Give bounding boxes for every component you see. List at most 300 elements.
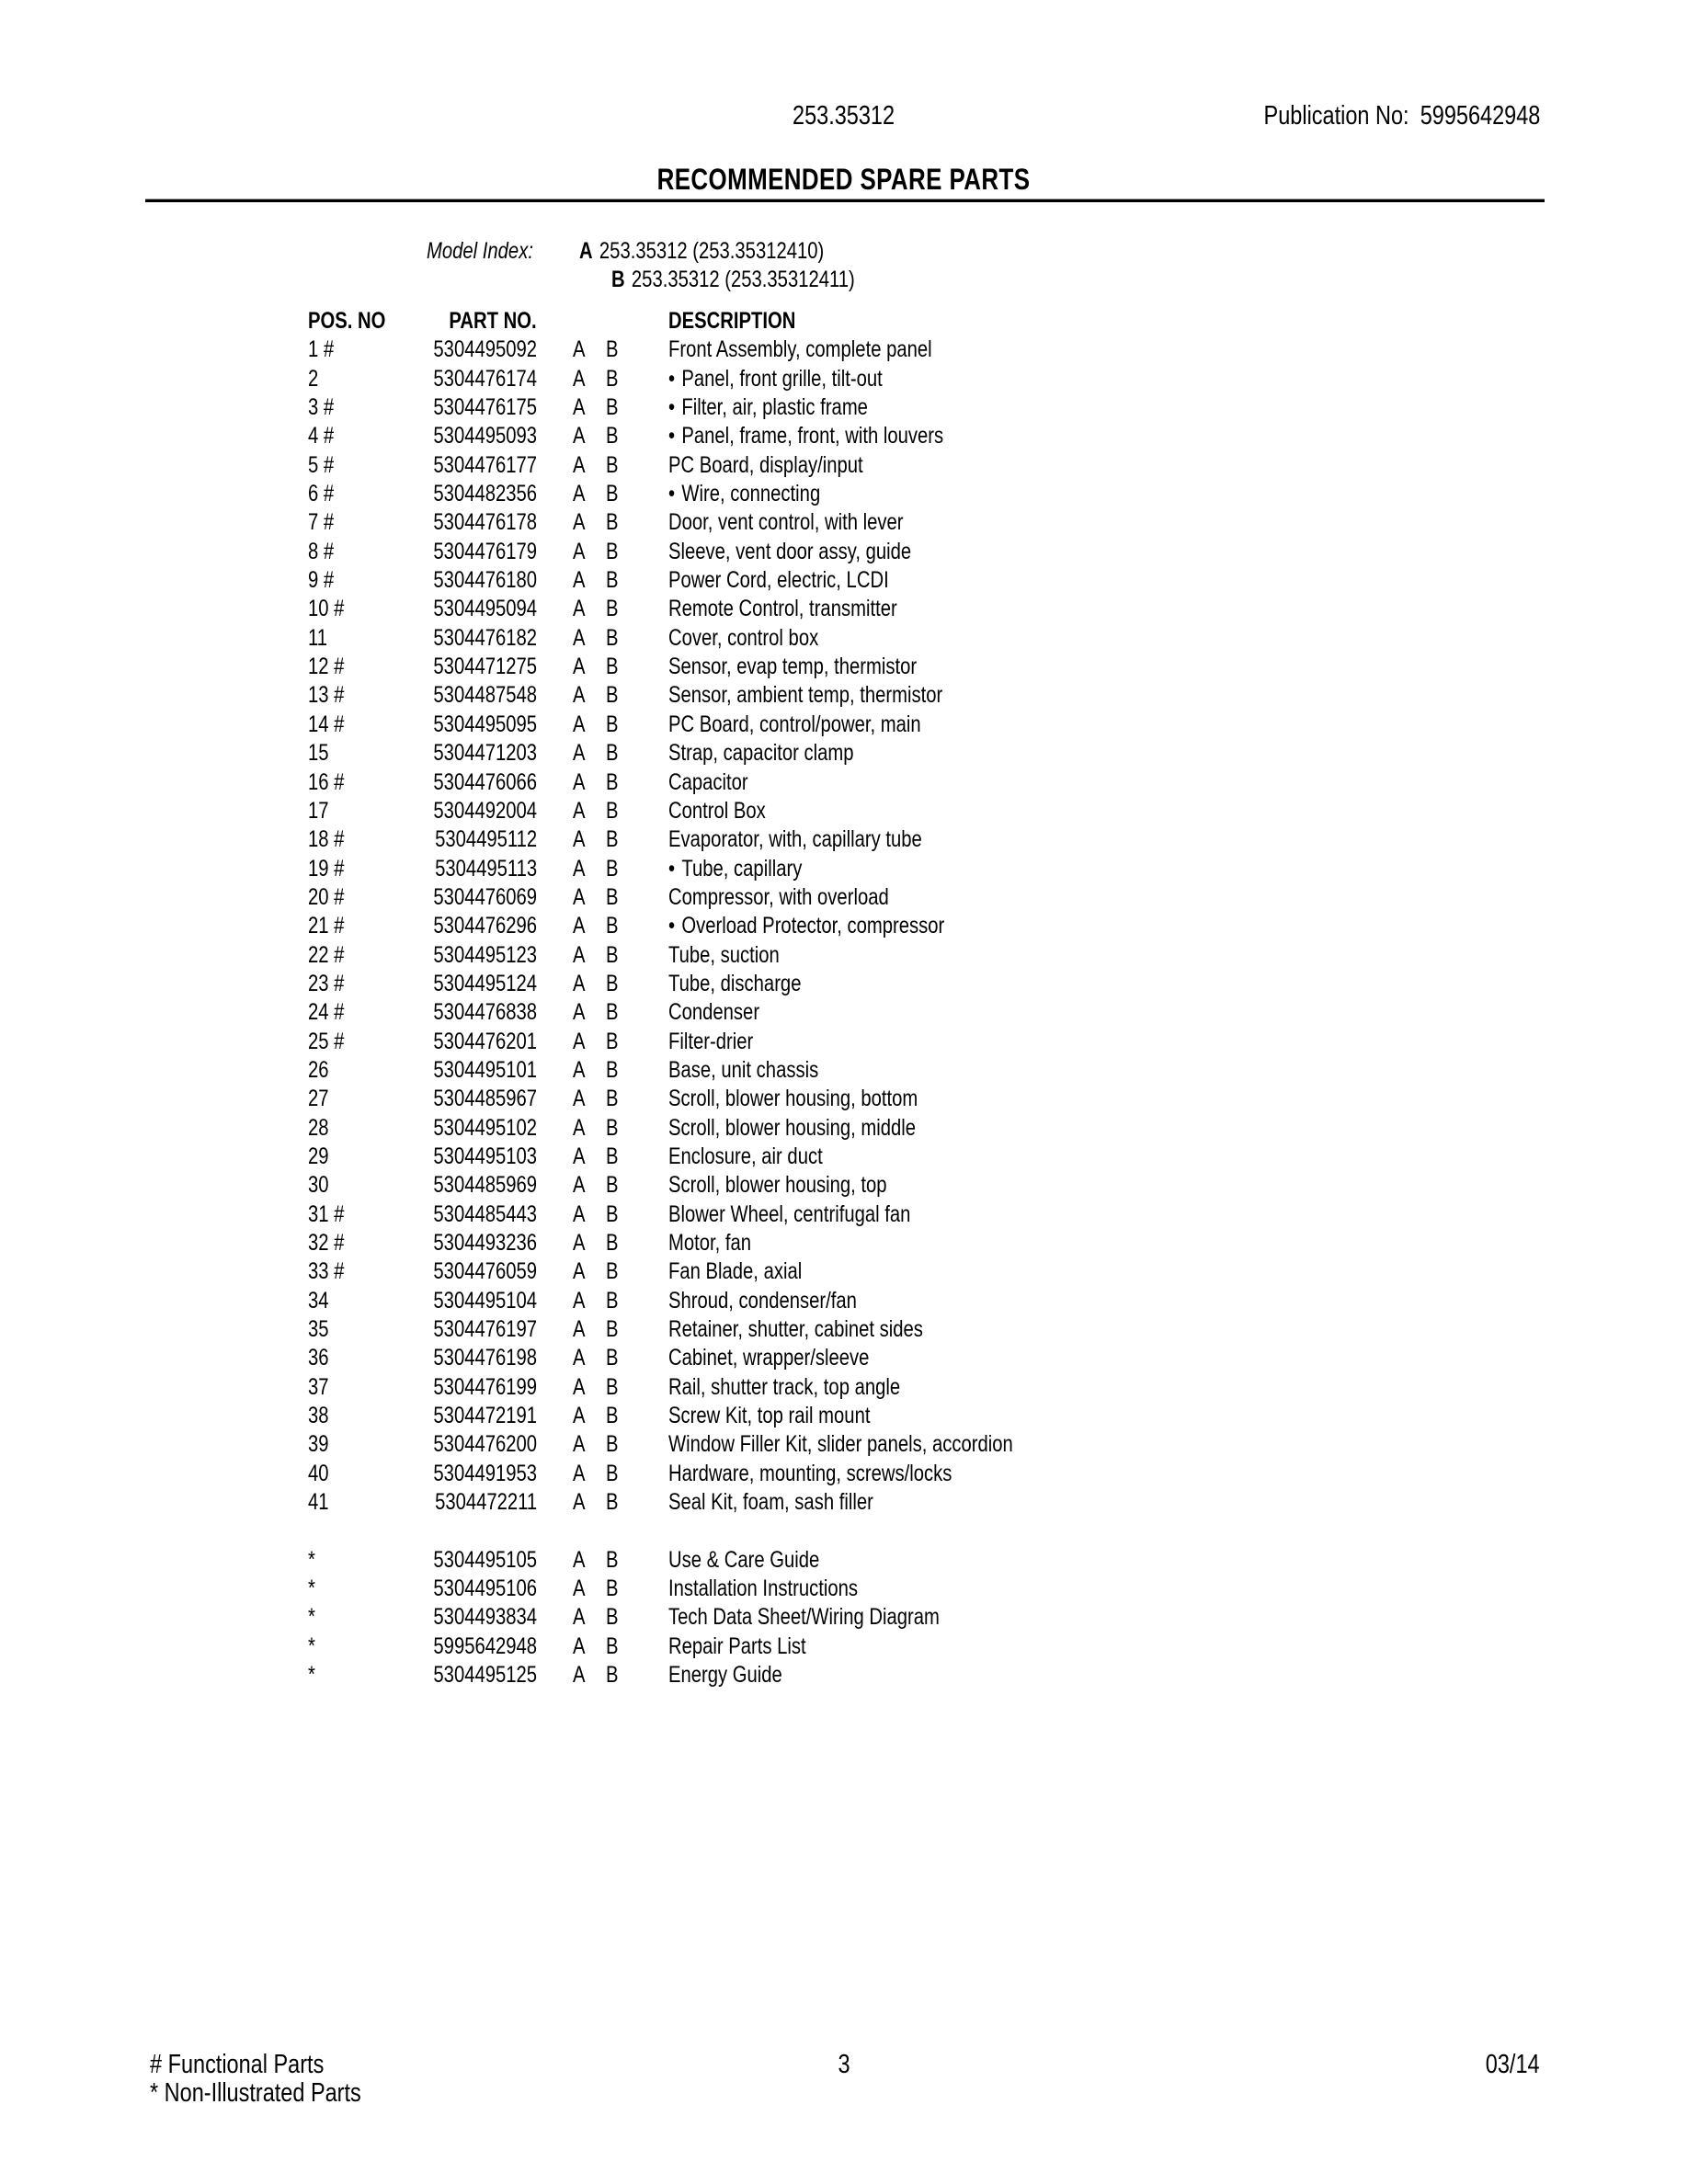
row-part-no: 5995642948 — [433, 1632, 537, 1659]
row-pos-no: 12 # — [308, 654, 345, 680]
row-model-b-flag: B — [606, 768, 619, 795]
table-row — [0, 451, 1688, 480]
bullet-icon: • — [668, 423, 676, 449]
row-description-text: Compressor, with overload — [668, 883, 889, 910]
bullet-icon: • — [668, 855, 676, 882]
row-description — [668, 970, 832, 998]
row-description — [668, 1200, 967, 1229]
bullet-icon: • — [668, 394, 676, 421]
row-part-no: 5304495124 — [433, 970, 537, 996]
row-part-no: 5304476180 — [433, 567, 537, 594]
table-row — [0, 941, 1688, 970]
row-model-a-flag: A — [573, 481, 586, 507]
row-pos-no: * — [308, 1662, 315, 1689]
row-model-b-flag: B — [606, 913, 619, 939]
row-description-text: Motor, fan — [668, 1230, 752, 1256]
row-pos-no: 11 — [308, 624, 328, 651]
table-row — [0, 1488, 1688, 1517]
row-model-b-flag: B — [606, 1086, 619, 1112]
row-model-b-flag: B — [606, 1316, 619, 1343]
row-model-b-flag: B — [606, 883, 619, 910]
row-pos-no: 8 # — [308, 538, 335, 564]
row-description — [668, 1114, 974, 1143]
row-part-no: 5304476175 — [433, 394, 537, 421]
table-row — [0, 336, 1688, 364]
row-model-a-flag: A — [573, 567, 586, 594]
model-index-letter-b: B — [611, 267, 625, 292]
model-index-label: Model Index: — [427, 238, 533, 264]
row-description-text: PC Board, control/power, main — [668, 711, 921, 737]
row-model-a-flag: A — [573, 1575, 586, 1602]
row-part-no: 5304476178 — [433, 509, 537, 536]
row-part-no: 5304485443 — [433, 1200, 537, 1227]
row-part-no: 5304476197 — [433, 1316, 537, 1343]
row-part-no: 5304476199 — [433, 1373, 537, 1400]
row-part-no: 5304476200 — [433, 1431, 537, 1458]
row-pos-no: 34 — [308, 1287, 329, 1314]
row-part-no: 5304476174 — [433, 365, 537, 392]
row-pos-no: 27 — [308, 1086, 329, 1112]
row-model-a-flag: A — [573, 1086, 586, 1112]
row-description — [668, 1546, 855, 1575]
row-description-text: Capacitor — [668, 768, 748, 795]
row-model-a-flag: A — [573, 394, 586, 421]
row-part-no: 5304476069 — [433, 883, 537, 910]
row-description-text: Retainer, shutter, cabinet sides — [668, 1316, 923, 1343]
row-model-a-flag: A — [573, 1373, 586, 1400]
model-index-entry-a — [579, 238, 882, 265]
row-description — [668, 825, 981, 854]
table-row — [0, 1632, 1688, 1661]
row-part-no: 5304485969 — [433, 1172, 537, 1199]
table-row — [0, 595, 1688, 623]
row-model-a-flag: A — [573, 1403, 586, 1429]
row-pos-no: 1 # — [308, 336, 335, 363]
footer-date-code: 03/14 — [1486, 2050, 1540, 2079]
row-pos-no: 19 # — [308, 855, 345, 882]
row-pos-no: 15 — [308, 740, 329, 767]
row-model-a-flag: A — [573, 999, 586, 1026]
row-model-b-flag: B — [606, 394, 619, 421]
row-description — [668, 1085, 976, 1113]
table-row — [0, 912, 1688, 940]
row-description — [668, 508, 958, 537]
row-model-a-flag: A — [573, 1345, 586, 1371]
row-model-b-flag: B — [606, 1575, 619, 1602]
row-part-no: 5304476198 — [433, 1345, 537, 1371]
row-description — [668, 336, 994, 364]
row-part-no: 5304495112 — [434, 826, 537, 853]
row-description-text: Repair Parts List — [668, 1632, 806, 1659]
model-index-text-b: 253.35312 (253.35312411) — [631, 267, 855, 292]
row-model-a-flag: A — [573, 970, 586, 996]
row-description — [668, 1257, 833, 1286]
table-row — [0, 883, 1688, 912]
table-row — [0, 1460, 1688, 1488]
row-description-text: Hardware, mounting, screws/locks — [668, 1460, 952, 1486]
row-description-text: Evaporator, with, capillary tube — [668, 826, 922, 853]
table-row — [0, 538, 1688, 566]
row-description — [668, 1488, 921, 1517]
row-model-a-flag: A — [573, 711, 586, 737]
row-part-no: 5304493236 — [433, 1230, 537, 1256]
table-row — [0, 855, 1688, 883]
row-description-text: Wire, connecting — [681, 481, 821, 507]
row-description — [668, 1575, 902, 1603]
row-pos-no: 39 — [308, 1431, 329, 1458]
row-model-b-flag: B — [606, 481, 619, 507]
table-row — [0, 480, 1688, 508]
row-model-a-flag: A — [573, 336, 586, 363]
row-description — [668, 538, 968, 566]
row-pos-no: 21 # — [308, 913, 345, 939]
row-part-no: 5304495106 — [433, 1575, 537, 1602]
table-row — [0, 1344, 1688, 1372]
header-divider-rule — [145, 199, 1545, 202]
row-pos-no: 29 — [308, 1143, 329, 1169]
table-section-gap — [0, 1517, 1688, 1545]
row-description — [668, 1344, 917, 1372]
row-pos-no: 18 # — [308, 826, 345, 853]
row-description — [668, 855, 833, 883]
table-row — [0, 1114, 1688, 1143]
row-model-b-flag: B — [606, 1632, 619, 1659]
page-title: RECOMMENDED SPARE PARTS — [657, 163, 1031, 196]
row-model-a-flag: A — [573, 1143, 586, 1169]
row-part-no: 5304495103 — [433, 1143, 537, 1169]
col-header-description: DESCRIPTION — [668, 308, 796, 334]
row-model-a-flag: A — [573, 826, 586, 853]
table-row — [0, 508, 1688, 537]
col-header-pos-no: POS. NO — [308, 308, 386, 334]
row-part-no: 5304476838 — [433, 999, 537, 1026]
row-description-text: Front Assembly, complete panel — [668, 336, 932, 363]
row-description-text: Sleeve, vent door assy, guide — [668, 538, 912, 564]
row-model-b-flag: B — [606, 970, 619, 996]
row-model-a-flag: A — [573, 624, 586, 651]
row-model-a-flag: A — [573, 1028, 586, 1054]
table-row — [0, 1056, 1688, 1085]
row-model-b-flag: B — [606, 1403, 619, 1429]
row-model-a-flag: A — [573, 913, 586, 939]
row-description-text: Door, vent control, with lever — [668, 509, 904, 536]
row-pos-no: 32 # — [308, 1230, 345, 1256]
row-description — [668, 1229, 770, 1257]
row-pos-no: 40 — [308, 1460, 329, 1486]
row-description-text: Window Filler Kit, slider panels, accordion — [668, 1431, 1013, 1458]
row-description — [668, 1171, 938, 1200]
row-part-no: 5304495101 — [433, 1056, 537, 1083]
row-pos-no: 20 # — [308, 883, 345, 910]
row-model-b-flag: B — [606, 740, 619, 767]
row-description-text: Power Cord, electric, LCDI — [668, 567, 889, 594]
row-model-b-flag: B — [606, 624, 619, 651]
table-row — [0, 998, 1688, 1027]
row-description — [668, 653, 975, 681]
row-model-b-flag: B — [606, 826, 619, 853]
row-model-b-flag: B — [606, 1258, 619, 1285]
row-description — [668, 941, 805, 970]
bullet-icon: • — [668, 481, 676, 507]
table-row — [0, 1143, 1688, 1171]
row-model-b-flag: B — [606, 336, 619, 363]
row-part-no: 5304472191 — [433, 1403, 537, 1429]
row-part-no: 5304476059 — [433, 1258, 537, 1285]
row-model-b-flag: B — [606, 567, 619, 594]
row-description — [668, 1143, 859, 1171]
footer-non-illustrated-note: * Non-Illustrated Parts — [150, 2078, 361, 2108]
row-model-b-flag: B — [606, 1230, 619, 1256]
row-model-b-flag: B — [606, 1546, 619, 1573]
row-description-text: PC Board, display/input — [668, 451, 863, 478]
row-description-text: Panel, front grille, tilt-out — [681, 365, 883, 392]
row-model-a-flag: A — [573, 654, 586, 680]
table-row — [0, 393, 1688, 422]
row-model-a-flag: A — [573, 1287, 586, 1314]
row-description-text: Tube, discharge — [668, 970, 802, 996]
table-row — [0, 739, 1688, 768]
row-model-b-flag: B — [606, 855, 619, 882]
row-description-text: Tube, suction — [668, 941, 780, 968]
row-pos-no: 6 # — [308, 481, 335, 507]
row-pos-no: 33 # — [308, 1258, 345, 1285]
table-row — [0, 653, 1688, 681]
row-description-text: Cover, control box — [668, 624, 819, 651]
row-pos-no: 13 # — [308, 682, 345, 709]
row-description — [668, 797, 789, 825]
row-description — [668, 739, 897, 768]
row-part-no: 5304476296 — [433, 913, 537, 939]
row-pos-no: 4 # — [308, 423, 335, 449]
table-row — [0, 1315, 1688, 1344]
row-description — [668, 1373, 954, 1402]
row-description — [668, 711, 980, 739]
row-model-b-flag: B — [606, 1028, 619, 1054]
row-pos-no: 26 — [308, 1056, 329, 1083]
row-part-no: 5304482356 — [433, 481, 537, 507]
row-pos-no: 7 # — [308, 509, 335, 536]
table-row — [0, 1200, 1688, 1229]
table-row — [0, 1085, 1688, 1113]
row-part-no: 5304493834 — [433, 1604, 537, 1631]
row-model-a-flag: A — [573, 1662, 586, 1689]
table-row — [0, 365, 1688, 393]
row-model-b-flag: B — [606, 423, 619, 449]
row-model-a-flag: A — [573, 1230, 586, 1256]
row-model-b-flag: B — [606, 509, 619, 536]
row-part-no: 5304476179 — [433, 538, 537, 564]
row-model-b-flag: B — [606, 941, 619, 968]
row-description — [668, 1315, 983, 1344]
row-description — [668, 998, 781, 1027]
table-row — [0, 422, 1688, 450]
row-model-a-flag: A — [573, 1604, 586, 1631]
row-description — [668, 451, 908, 480]
table-row — [0, 711, 1688, 739]
row-part-no: 5304471203 — [433, 740, 537, 767]
row-description — [668, 1603, 1003, 1632]
row-model-a-flag: A — [573, 941, 586, 968]
row-model-b-flag: B — [606, 1172, 619, 1199]
row-description-text: Strap, capacitor clamp — [668, 740, 854, 767]
row-model-a-flag: A — [573, 1172, 586, 1199]
table-row — [0, 681, 1688, 710]
row-model-b-flag: B — [606, 1345, 619, 1371]
row-description-text: Seal Kit, foam, sash filler — [668, 1489, 873, 1516]
row-description — [668, 566, 941, 595]
row-model-a-flag: A — [573, 538, 586, 564]
row-pos-no: 2 — [308, 365, 319, 392]
table-row — [0, 1373, 1688, 1402]
table-row — [0, 1575, 1688, 1603]
table-row — [0, 1546, 1688, 1575]
row-pos-no: 3 # — [308, 394, 335, 421]
row-model-a-flag: A — [573, 1546, 586, 1573]
row-pos-no: 24 # — [308, 999, 345, 1026]
row-description — [668, 1402, 918, 1430]
row-pos-no: * — [308, 1604, 315, 1631]
row-pos-no: 23 # — [308, 970, 345, 996]
row-description-text: Remote Control, transmitter — [668, 596, 897, 622]
row-description-text: Overload Protector, compressor — [681, 913, 945, 939]
table-row — [0, 1028, 1688, 1056]
row-pos-no: * — [308, 1546, 315, 1573]
publication-number — [1199, 101, 1540, 131]
row-description-text: Tube, capillary — [681, 855, 803, 882]
row-description-text: Control Box — [668, 797, 766, 824]
row-model-a-flag: A — [573, 1460, 586, 1486]
row-part-no: 5304476177 — [433, 451, 537, 478]
row-model-b-flag: B — [606, 654, 619, 680]
row-description-text: Screw Kit, top rail mount — [668, 1403, 871, 1429]
publication-value: 5995642948 — [1420, 101, 1540, 131]
row-description-text: Energy Guide — [668, 1662, 782, 1689]
row-part-no: 5304495095 — [433, 711, 537, 737]
row-description — [668, 1661, 809, 1689]
publication-label: Publication No: — [1263, 101, 1409, 131]
row-pos-no: 38 — [308, 1403, 329, 1429]
row-model-a-flag: A — [573, 797, 586, 824]
row-part-no: 5304476182 — [433, 624, 537, 651]
row-model-b-flag: B — [606, 1373, 619, 1400]
table-row — [0, 1257, 1688, 1286]
row-model-b-flag: B — [606, 1287, 619, 1314]
table-row — [0, 825, 1688, 854]
row-model-a-flag: A — [573, 740, 586, 767]
table-row — [0, 797, 1688, 825]
row-model-b-flag: B — [606, 1143, 619, 1169]
footer-functional-note: # Functional Parts — [150, 2050, 325, 2079]
row-description-text: Scroll, blower housing, top — [668, 1172, 887, 1199]
table-row — [0, 1229, 1688, 1257]
row-description-text: Panel, frame, front, with louvers — [681, 423, 944, 449]
table-row — [0, 1430, 1688, 1459]
row-part-no: 5304487548 — [433, 682, 537, 709]
spare-parts-table — [0, 307, 1688, 1690]
row-pos-no: 28 — [308, 1114, 329, 1141]
row-description — [668, 681, 1007, 710]
row-description — [668, 480, 856, 508]
row-model-a-flag: A — [573, 1056, 586, 1083]
row-pos-no: 10 # — [308, 596, 345, 622]
row-description — [668, 422, 1008, 450]
row-pos-no: * — [308, 1575, 315, 1602]
table-header-row — [0, 307, 1688, 336]
row-model-a-flag: A — [573, 365, 586, 392]
row-model-a-flag: A — [573, 1258, 586, 1285]
row-description-text: Tech Data Sheet/Wiring Diagram — [668, 1604, 940, 1631]
row-pos-no: 37 — [308, 1373, 329, 1400]
row-description — [668, 624, 854, 653]
row-part-no: 5304495104 — [433, 1287, 537, 1314]
row-description — [668, 595, 951, 623]
row-description-text: Fan Blade, axial — [668, 1258, 803, 1285]
row-model-a-flag: A — [573, 423, 586, 449]
row-model-a-flag: A — [573, 1632, 586, 1659]
row-pos-no: 36 — [308, 1345, 329, 1371]
row-part-no: 5304495092 — [433, 336, 537, 363]
table-row — [0, 970, 1688, 998]
row-model-a-flag: A — [573, 768, 586, 795]
row-description-text: Sensor, ambient temp, thermistor — [668, 682, 943, 709]
row-part-no: 5304471275 — [433, 654, 537, 680]
row-model-a-flag: A — [573, 509, 586, 536]
row-description — [668, 912, 1009, 940]
row-model-a-flag: A — [573, 1316, 586, 1343]
row-model-a-flag: A — [573, 883, 586, 910]
table-row — [0, 768, 1688, 797]
row-part-no: 5304476066 — [433, 768, 537, 795]
row-pos-no: 5 # — [308, 451, 335, 478]
row-description-text: Enclosure, air duct — [668, 1143, 823, 1169]
row-model-a-flag: A — [573, 1114, 586, 1141]
bullet-icon: • — [668, 913, 676, 939]
table-row — [0, 1171, 1688, 1200]
row-description-text: Shroud, condenser/fan — [668, 1287, 857, 1314]
col-header-part-no: PART NO. — [449, 308, 537, 334]
row-part-no: 5304495123 — [433, 941, 537, 968]
row-description-text: Condenser — [668, 999, 760, 1026]
table-row — [0, 624, 1688, 653]
row-description-text: Sensor, evap temp, thermistor — [668, 654, 918, 680]
model-index-letter-a: A — [579, 238, 593, 264]
row-model-b-flag: B — [606, 797, 619, 824]
row-model-b-flag: B — [606, 1200, 619, 1227]
row-description-text: Blower Wheel, centrifugal fan — [668, 1200, 911, 1227]
row-description — [668, 1632, 838, 1661]
bullet-icon: • — [668, 365, 676, 392]
row-pos-no: 9 # — [308, 567, 335, 594]
row-description-text: Use & Care Guide — [668, 1546, 820, 1573]
table-row — [0, 566, 1688, 595]
row-description-text: Cabinet, wrapper/sleeve — [668, 1345, 870, 1371]
row-part-no: 5304492004 — [433, 797, 537, 824]
row-model-a-flag: A — [573, 855, 586, 882]
table-body-parts — [0, 336, 1688, 1517]
row-model-b-flag: B — [606, 451, 619, 478]
row-part-no: 5304495102 — [433, 1114, 537, 1141]
row-model-a-flag: A — [573, 1200, 586, 1227]
row-model-b-flag: B — [606, 1056, 619, 1083]
row-pos-no: 25 # — [308, 1028, 345, 1054]
row-model-b-flag: B — [606, 682, 619, 709]
row-description-text: Scroll, blower housing, bottom — [668, 1086, 918, 1112]
row-description — [668, 1460, 1019, 1488]
row-pos-no: 31 # — [308, 1200, 345, 1227]
row-part-no: 5304495094 — [433, 596, 537, 622]
row-part-no: 5304495093 — [433, 423, 537, 449]
row-description-text: Installation Instructions — [668, 1575, 858, 1602]
